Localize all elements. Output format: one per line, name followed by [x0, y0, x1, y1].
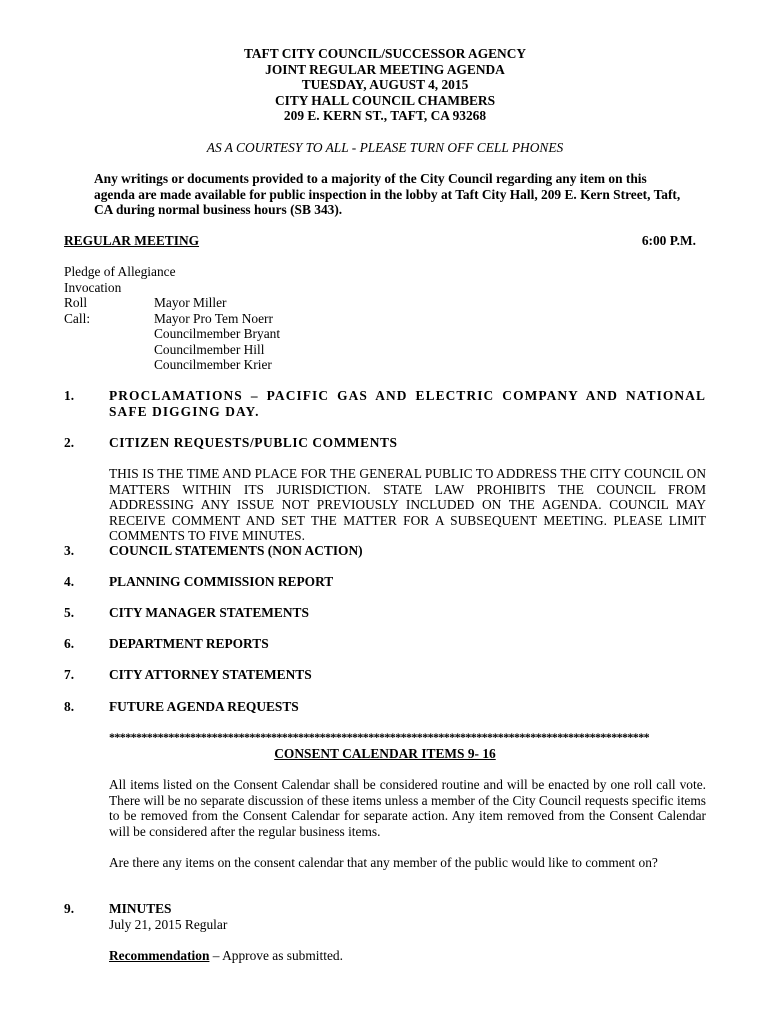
member-name: Councilmember Krier — [154, 357, 272, 372]
item-title: PROCLAMATIONS – PACIFIC GAS AND ELECTRIC COMPANY AND NATIONAL SAFE DIGGING DAY. — [109, 388, 706, 419]
item-number: 2. — [64, 435, 75, 450]
minutes-date: July 21, 2015 Regular — [109, 917, 228, 932]
item-number: 5. — [64, 605, 75, 620]
item-title: CITY MANAGER STATEMENTS — [109, 605, 309, 620]
consent-calendar-text: All items listed on the Consent Calendar shall be considered routine and will be enacted by one roll call vote. There will be no separate discussion of these items unless a member of the City Council requests specific items to be removed from the Consent Calendar for separate action. Any item removed from the Consent Calendar will be considered after the regular business items. — [109, 777, 706, 839]
regular-meeting-heading — [64, 233, 696, 249]
agenda-item — [64, 435, 706, 451]
agenda-item — [64, 543, 706, 559]
item-number: 7. — [64, 667, 75, 682]
recommendation-label: Recommendation — [109, 948, 210, 963]
agenda-item — [64, 605, 706, 621]
roll-call-members — [154, 295, 280, 373]
public-comment-text: THIS IS THE TIME AND PLACE FOR THE GENERAL PUBLIC TO ADDRESS THE CITY COUNCIL ON MATTERS WITHIN ITS JURISDICTION. STATE LAW PROHIBITS THE COUNCIL FROM ADDRESSING ANY ISSUE NOT PREVIOUSLY INCLUDED ON THE AGENDA. COUNCIL MAY RECEIVE COMMENT AND SET THE MATTER FOR A SUBSEQUENT MEETING. PLEASE LIMIT COMMENTS TO FIVE MINUTES. — [109, 466, 706, 543]
item-title: MINUTES — [109, 901, 172, 916]
roll-call-label: Roll Call: — [64, 295, 91, 326]
item-number: 6. — [64, 636, 75, 651]
recommendation-text: – Approve as submitted. — [209, 948, 343, 963]
item-number: 3. — [64, 543, 75, 558]
item-number: 1. — [64, 388, 75, 403]
pledge-text: Pledge of Allegiance — [64, 264, 176, 279]
header-subtitle: JOINT REGULAR MEETING AGENDA — [265, 61, 505, 77]
item-title: FUTURE AGENDA REQUESTS — [109, 699, 299, 714]
agenda-header — [0, 46, 770, 124]
meeting-time: 6:00 P.M. — [641, 233, 696, 248]
consent-comment-question: Are there any items on the consent calendar that any member of the public would like to comment on? — [109, 855, 658, 870]
member-name: Councilmember Bryant — [154, 326, 281, 341]
courtesy-notice: AS A COURTESY TO ALL - PLEASE TURN OFF CELL PHONES — [206, 140, 564, 155]
agenda-item — [64, 699, 706, 715]
public-inspection-notice: Any writings or documents provided to a majority of the City Council regarding any item on this agenda are made available for public inspection in the lobby at Taft City Hall, 209 E. Kern Street, Taft, CA during normal business hours (SB 343). — [94, 171, 681, 217]
member-name: Mayor Pro Tem Noerr — [154, 310, 273, 326]
member-name: Mayor Miller — [154, 295, 227, 310]
header-title: TAFT CITY COUNCIL/SUCCESSOR AGENCY — [243, 46, 527, 61]
item-number: 4. — [64, 574, 75, 589]
header-date: TUESDAY, AUGUST 4, 2015 — [301, 77, 469, 92]
item-title: CITY ATTORNEY STATEMENTS — [109, 667, 312, 682]
item-title: COUNCIL STATEMENTS (NON ACTION) — [109, 543, 363, 558]
invocation-text: Invocation — [64, 279, 122, 295]
item-title: CITIZEN REQUESTS/PUBLIC COMMENTS — [109, 435, 398, 450]
recommendation — [109, 948, 343, 964]
member-name: Councilmember Hill — [154, 341, 265, 357]
item-title: DEPARTMENT REPORTS — [109, 636, 269, 651]
agenda-item — [64, 574, 706, 590]
agenda-item — [64, 667, 706, 683]
item-number: 9. — [64, 901, 75, 916]
item-number: 8. — [64, 699, 75, 714]
header-location: CITY HALL COUNCIL CHAMBERS — [274, 92, 496, 108]
separator-stars: **************************************************************************************************** — [109, 730, 650, 744]
header-address: 209 E. KERN ST., TAFT, CA 93268 — [283, 108, 487, 123]
regular-meeting-label: REGULAR MEETING — [64, 233, 200, 248]
opening-ceremonies — [64, 264, 176, 295]
agenda-item — [64, 636, 706, 652]
agenda-item — [64, 388, 706, 419]
agenda-item — [64, 901, 706, 917]
consent-calendar-title: CONSENT CALENDAR ITEMS 9- 16 — [274, 746, 496, 761]
item-title: PLANNING COMMISSION REPORT — [109, 574, 334, 589]
